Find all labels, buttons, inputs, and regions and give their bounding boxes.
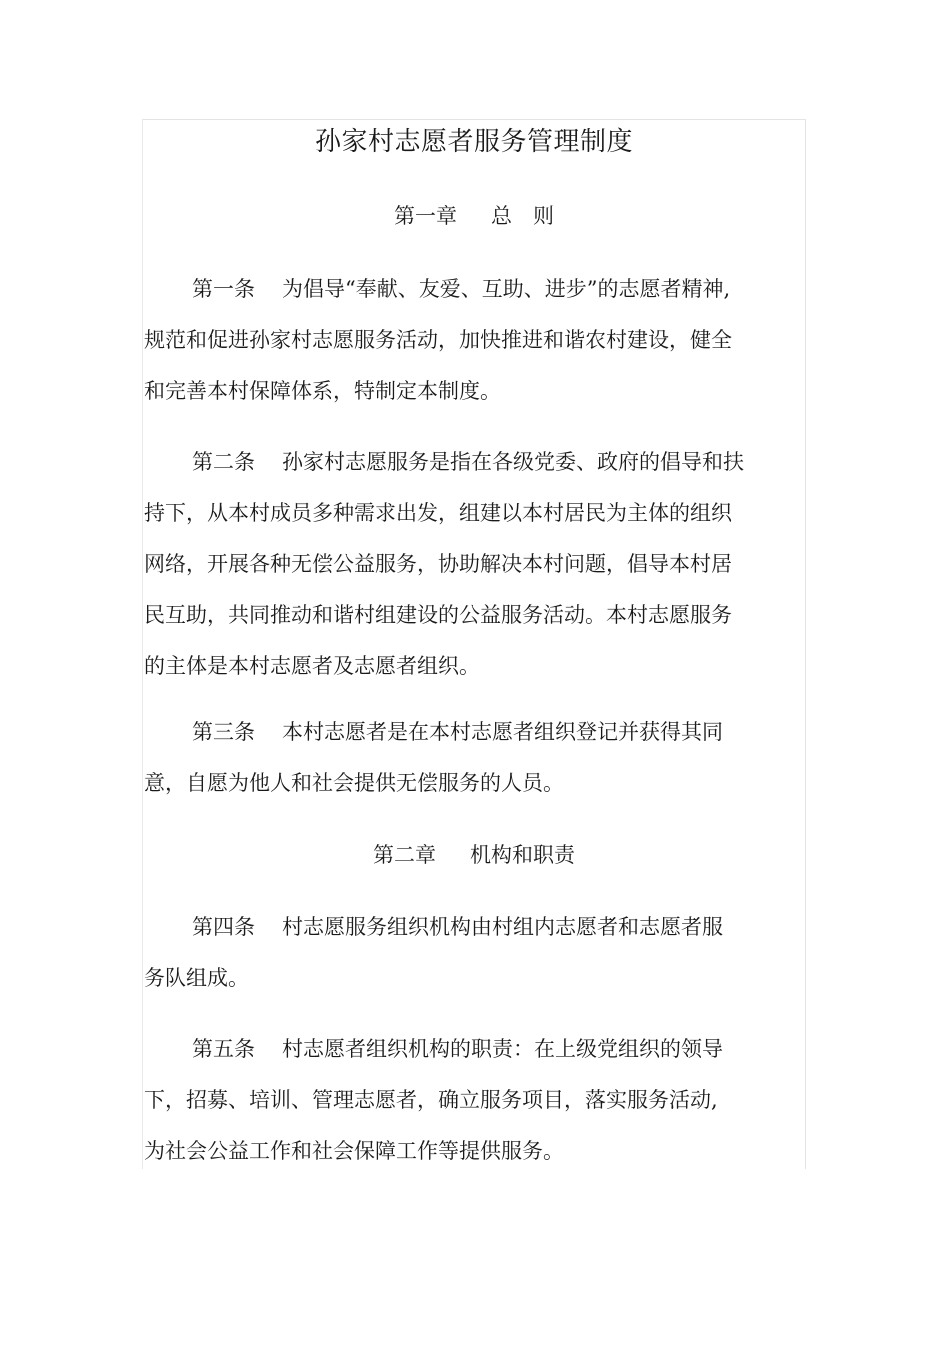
- article-text-line: 民互助，共同推动和谐村组建设的公益服务活动。本村志愿服务: [144, 603, 732, 627]
- article-5: [144, 1034, 784, 1187]
- article-text-line: 为社会公益工作和社会保障工作等提供服务。: [144, 1139, 564, 1163]
- article-text-line: 务队组成。: [144, 966, 249, 990]
- article-3: [144, 717, 784, 819]
- chapter-name: 总 则: [491, 204, 554, 228]
- article-label: 第四条: [192, 915, 255, 939]
- article-label: 第二条: [192, 450, 255, 474]
- article-label: 第五条: [192, 1037, 255, 1061]
- article-text-line: 的主体是本村志愿者及志愿者组织。: [144, 654, 480, 678]
- chapter-number: 第二章: [373, 843, 436, 867]
- article-text-line: 网络，开展各种无偿公益服务，协助解决本村问题，倡导本村居: [144, 552, 732, 576]
- document-title: 孙家村志愿者服务管理制度: [314, 127, 633, 157]
- article-text-line: 孙家村志愿服务是指在各级党委、政府的倡导和扶: [282, 450, 744, 474]
- article-label: 第一条: [192, 277, 255, 301]
- article-text-line: 持下，从本村成员多种需求出发，组建以本村居民为主体的组织: [144, 501, 732, 525]
- article-text-line: 和完善本村保障体系，特制定本制度。: [144, 379, 501, 403]
- chapter-heading-2: [142, 840, 806, 870]
- chapter-heading-1: [142, 201, 806, 231]
- article-text-line: 村志愿者组织机构的职责：在上级党组织的领导: [282, 1037, 723, 1061]
- article-4: [144, 912, 784, 1014]
- article-text-line: 下，招募、培训、管理志愿者，确立服务项目，落实服务活动,: [144, 1088, 718, 1112]
- chapter-name: 机构和职责: [470, 843, 575, 867]
- article-2: [144, 447, 784, 702]
- article-text-line: 本村志愿者是在本村志愿者组织登记并获得其同: [282, 720, 723, 744]
- article-label: 第三条: [192, 720, 255, 744]
- article-1: [144, 274, 784, 427]
- article-text-line: 为倡导“奉献、友爱、互助、进步”的志愿者精神,: [282, 277, 731, 301]
- article-text-line: 意，自愿为他人和社会提供无偿服务的人员。: [144, 771, 564, 795]
- article-text-line: 村志愿服务组织机构由村组内志愿者和志愿者服: [282, 915, 723, 939]
- article-text-line: 规范和促进孙家村志愿服务活动，加快推进和谐农村建设，健全: [144, 328, 732, 352]
- chapter-number: 第一章: [394, 204, 457, 228]
